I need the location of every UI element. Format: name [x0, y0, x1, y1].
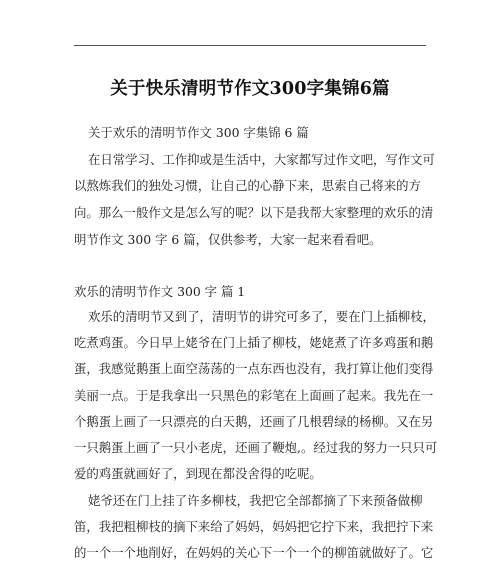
- subtitle-line: 关于欢乐的清明节作文 300 字集锦 6 篇: [88, 125, 309, 140]
- paragraph-line: 在日常学习、工作抑或是生活中，大家都写过作文吧，写作文可: [88, 152, 435, 167]
- paragraph-line: 吃煮鸡蛋。今日早上姥爷在门上插了柳枝，姥姥煮了许多鸡蛋和鹅: [74, 335, 434, 350]
- paragraph-line: 一只鹅蛋上画了一只小老虎，还画了鞭炮,。经过我的努力一只只可: [74, 440, 438, 455]
- paragraph-line: 向。那么一般作文是怎么写的呢？以下是我帮大家整理的欢乐的清: [74, 205, 434, 220]
- section-heading: 欢乐的清明节作文 300 字 篇 1: [74, 284, 246, 299]
- paragraph-line: 个鹅蛋上画了一只漂亮的白天鹅，还画了几根碧绿的杨柳。又在另: [74, 414, 434, 429]
- paragraph-line: 的一个一个地削好，在妈妈的关心下一个一个的柳笛就做好了。它: [74, 545, 434, 560]
- paragraph-line: 姥爷还在门上挂了许多柳枝，我把它全部都摘了下来预备做柳: [88, 493, 423, 508]
- document-title: 关于快乐清明节作文300字集锦6篇: [110, 79, 390, 99]
- paragraph-line: 笛，我把粗柳枝的摘下来给了妈妈，妈妈把它拧下来，我把拧下来: [74, 519, 434, 534]
- paragraph-line: 明节作文 300 字 6 篇，仅供参考，大家一起来看看吧。: [74, 232, 382, 247]
- paragraph-line: 欢乐的清明节又到了，清明节的讲究可多了，要在门上插柳枝，: [88, 309, 435, 324]
- paragraph-line: 蛋，我感觉鹅蛋上面空荡荡的一点东西也没有，我打算让他们变得: [74, 361, 434, 376]
- paragraph-line: 爱的鸡蛋就画好了，到现在都没舍得的吃呢。: [74, 466, 322, 481]
- paragraph-line: 以熬炼我们的独处习惯，让自己的心静下来，思索自己将来的方: [74, 178, 421, 193]
- header-rule: [74, 45, 426, 46]
- paragraph-line: 美丽一点。于是我拿出一只黑色的彩笔在上面画了起来。我先在一: [74, 388, 434, 403]
